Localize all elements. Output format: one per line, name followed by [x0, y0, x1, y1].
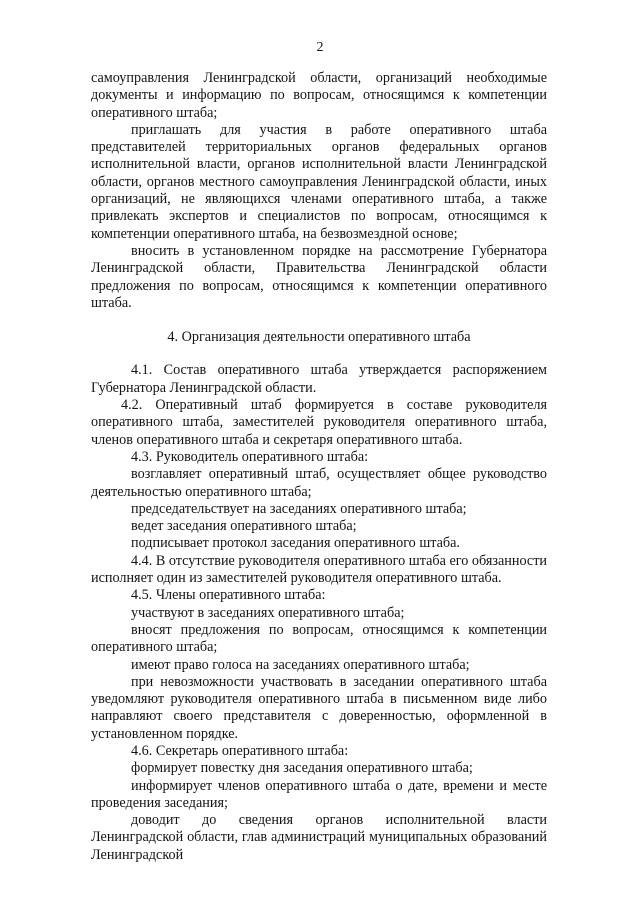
clause-paragraph: 4.2. Оперативный штаб формируется в составе руководителя оперативного штаба, заместителей руководителя оперативного штаба, членов оперативного штаба и секретаря оперативного штаба. — [91, 397, 547, 448]
paragraph: участвуют в заседаниях оперативного штаба; — [131, 604, 405, 621]
paragraph: формирует повестку дня заседания оперативного штаба; — [131, 760, 473, 777]
paragraph: самоуправления Ленинградской области, организаций необходимые документы и информацию по вопросам, относящимся к компетенции оперативного штаба; — [91, 70, 547, 121]
paragraph: приглашать для участия в работе оперативного штаба представителей территориальных органов федеральных органов исполнительной власти, органов исполнительной власти Ленинградской области, органов местного самоуправления Ленинградской области, иных организаций, не являющихся членами оперативного штаба, а также привлекать экспертов и специалистов по вопросам, относящимся к компетенции оперативного штаба, на безвозмездной основе; — [91, 121, 547, 242]
clause-paragraph: 4.6. Секретарь оперативного штаба: — [131, 742, 349, 759]
document-body — [91, 70, 547, 864]
paragraph: вносить в установленном порядке на рассмотрение Губернатора Ленинградской области, Правительства Ленинградской области предложения по вопросам, относящимся к компетенции оперативного штаба. — [91, 242, 547, 311]
paragraph: председательствует на заседаниях оперативного штаба; — [131, 500, 467, 517]
paragraph: ведет заседания оперативного штаба; — [131, 518, 357, 535]
clause-paragraph: 4.5. Члены оперативного штаба: — [131, 587, 326, 604]
clause-paragraph: 4.1. Состав оперативного штаба утверждается распоряжением Губернатора Ленинградской области. — [91, 362, 547, 396]
paragraph: доводит до сведения органов исполнительной власти Ленинградской области, глав администраций муниципальных образований Ленинградской — [91, 812, 547, 863]
paragraph: информирует членов оперативного штаба о дате, времени и месте проведения заседания; — [91, 777, 547, 811]
paragraph: возглавляет оперативный штаб, осуществляет общее руководство деятельностью оперативного штаба; — [91, 466, 547, 500]
page-number: 2 — [316, 40, 324, 55]
section-heading: 4. Организация деятельности оперативного штаба — [167, 329, 471, 346]
paragraph: подписывает протокол заседания оперативного штаба. — [131, 535, 460, 552]
clause-paragraph: 4.3. Руководитель оперативного штаба: — [131, 448, 369, 465]
paragraph: при невозможности участвовать в заседании оперативного штаба уведомляют руководителя оперативного штаба в письменном виде либо направляют своего представителя с доверенностью, оформленной в установленном порядке. — [91, 673, 547, 742]
clause-paragraph: 4.4. В отсутствие руководителя оперативного штаба его обязанности исполняет один из заместителей руководителя оперативного штаба. — [91, 552, 547, 587]
paragraph: имеют право голоса на заседаниях оперативного штаба; — [131, 656, 470, 673]
paragraph: вносят предложения по вопросам, относящимся к компетенции оперативного штаба; — [91, 621, 547, 656]
